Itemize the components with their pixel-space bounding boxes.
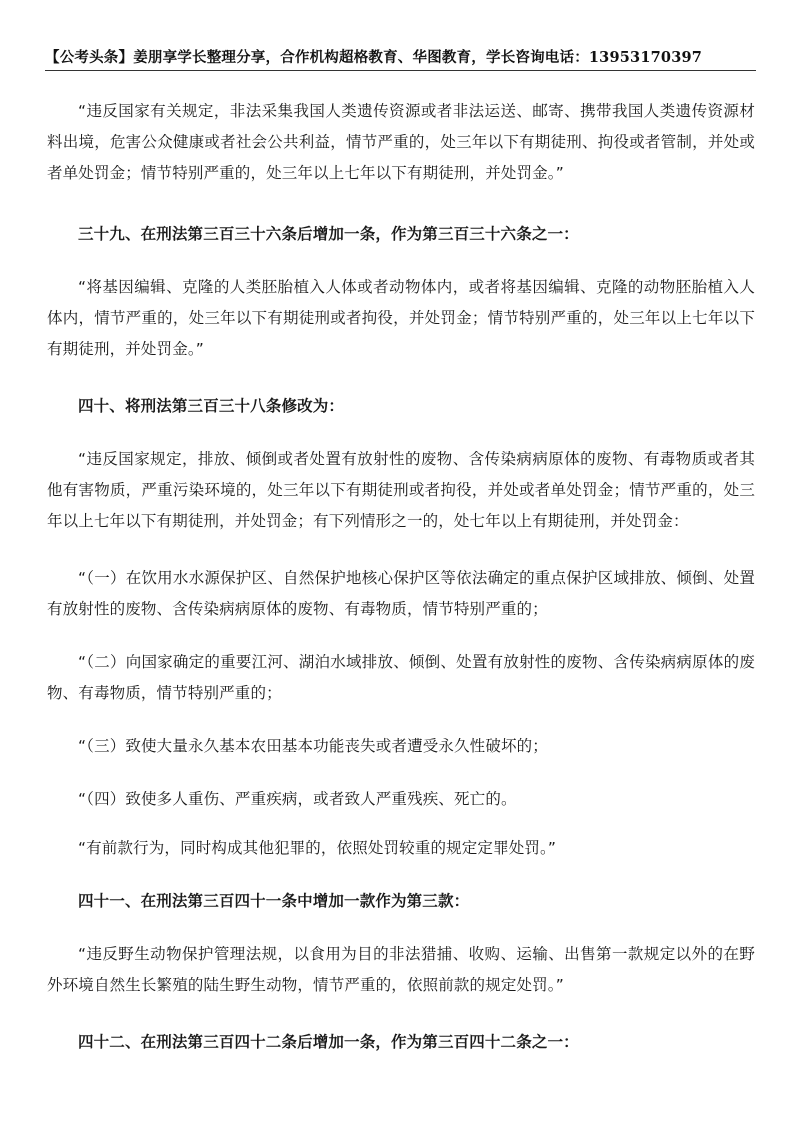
paragraph-other-crimes: “有前款行为，同时构成其他犯罪的，依照处罚较重的规定定罪处罚。”	[78, 839, 557, 857]
document-body	[47, 96, 755, 1058]
list-item-2: “（二）向国家确定的重要江河、湖泊水域排放、倾倒、处置有放射性的废物、含传染病病原体的废物、有毒物质，情节特别严重的；	[47, 653, 755, 702]
header-divider	[45, 70, 756, 71]
paragraph-pollution: “违反国家规定，排放、倾倒或者处置有放射性的废物、含传染病病原体的废物、有毒物质或者其他有害物质，严重污染环境的，处三年以下有期徒刑或者拘役，并处或者单处罚金；情节严重的，处三年以上七年以下有期徒刑，并处罚金；有下列情形之一的，处七年以上有期徒刑，并处罚金：	[47, 450, 755, 530]
list-item-3: “（三）致使大量永久基本农田基本功能丧失或者遭受永久性破坏的；	[78, 737, 548, 755]
list-item-1: “（一）在饮用水水源保护区、自然保护地核心保护区等依法确定的重点保护区域排放、倾倒、处置有放射性的废物、含传染病病原体的废物、有毒物质，情节特别严重的；	[47, 569, 755, 618]
heading-article-39: 三十九、在刑法第三百三十六条后增加一条，作为第三百三十六条之一：	[78, 225, 579, 243]
paragraph-gene-editing: “将基因编辑、克隆的人类胚胎植入人体或者动物体内，或者将基因编辑、克隆的动物胚胎植入人体内，情节严重的，处三年以下有期徒刑或者拘役，并处罚金；情节特别严重的，处三年以上七年以下有期徒刑，并处罚金。”	[47, 278, 755, 358]
page-header: 【公考头条】姜朋享学长整理分享，合作机构超格教育、华图教育，学长咨询电话：13953170397	[45, 49, 703, 66]
heading-article-42: 四十二、在刑法第三百四十二条后增加一条，作为第三百四十二条之一：	[78, 1033, 579, 1051]
paragraph-genetic-resources: “违反国家有关规定，非法采集我国人类遗传资源或者非法运送、邮寄、携带我国人类遗传资源材料出境，危害公众健康或者社会公共利益，情节严重的，处三年以下有期徒刑、拘役或者管制，并处或者单处罚金；情节特别严重的，处三年以上七年以下有期徒刑，并处罚金。”	[47, 102, 755, 182]
heading-article-41: 四十一、在刑法第三百四十一条中增加一款作为第三款：	[78, 892, 470, 910]
list-item-4: “（四）致使多人重伤、严重疾病，或者致人严重残疾、死亡的。	[78, 790, 517, 808]
paragraph-wildlife: “违反野生动物保护管理法规，以食用为目的非法猎捕、收购、运输、出售第一款规定以外的在野外环境自然生长繁殖的陆生野生动物，情节严重的，依照前款的规定处罚。”	[47, 945, 755, 994]
heading-article-40: 四十、将刑法第三百三十八条修改为：	[78, 397, 345, 415]
